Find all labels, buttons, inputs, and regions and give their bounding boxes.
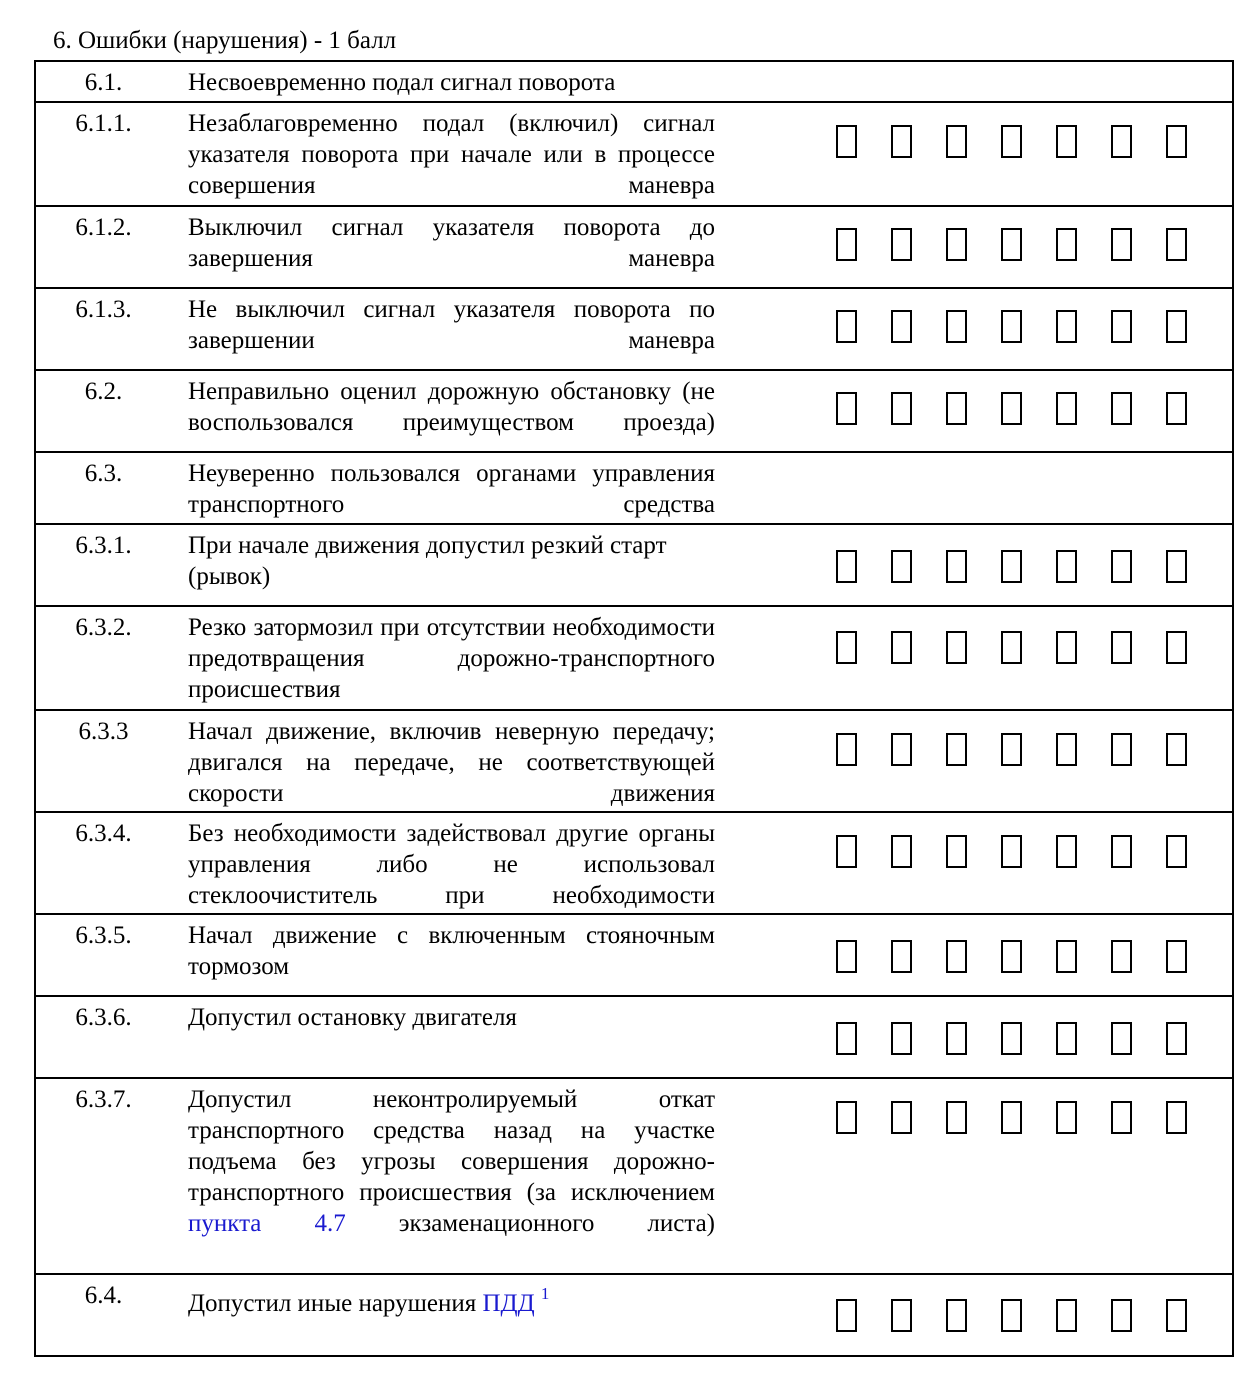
row-number: 6.1. <box>35 61 171 102</box>
mark-box[interactable] <box>946 631 967 664</box>
mark-box[interactable] <box>1056 1101 1077 1134</box>
row-checkboxes <box>751 524 1233 606</box>
link-item-4-7[interactable]: пункта 4.7 <box>188 1210 346 1237</box>
row-number: 6.2. <box>35 370 171 452</box>
mark-box[interactable] <box>1001 1022 1022 1055</box>
table-row <box>35 370 1233 452</box>
row-number: 6.3.4. <box>35 812 171 914</box>
row-description: Начал движение с включенным стояночным тормозом <box>171 914 751 996</box>
row-number: 6.3.2. <box>35 606 171 710</box>
mark-box[interactable] <box>946 835 967 868</box>
row-number: 6.1.2. <box>35 206 171 288</box>
row-description: Допустил неконтролируемый откат транспортного средства назад на участке подъема без угрозы совершения дорожно-транспортного происшествия (за исключением пункта 4.7 экзаменационного листа) <box>171 1078 751 1274</box>
row-checkboxes <box>751 914 1233 996</box>
mark-box[interactable] <box>1166 835 1187 868</box>
mark-box[interactable] <box>1056 392 1077 425</box>
row-number: 6.3.1. <box>35 524 171 606</box>
mark-box[interactable] <box>946 550 967 583</box>
mark-box[interactable] <box>836 392 857 425</box>
mark-box[interactable] <box>1056 310 1077 343</box>
mark-box[interactable] <box>1111 1022 1132 1055</box>
footnote-marker[interactable]: 1 <box>540 1283 550 1303</box>
mark-box[interactable] <box>836 125 857 158</box>
mark-box[interactable] <box>1166 1101 1187 1134</box>
row-number: 6.3.6. <box>35 996 171 1078</box>
mark-box[interactable] <box>1001 550 1022 583</box>
mark-box[interactable] <box>891 392 912 425</box>
row-description: Незаблаговременно подал (включил) сигнал указателя поворота при начале или в процессе совершения маневра <box>171 102 751 206</box>
row-number: 6.3.3 <box>35 710 171 812</box>
mark-box[interactable] <box>1056 835 1077 868</box>
mark-box[interactable] <box>946 310 967 343</box>
table-row <box>35 1078 1233 1274</box>
row-checkboxes <box>751 812 1233 914</box>
mark-box[interactable] <box>1001 1101 1022 1134</box>
mark-box[interactable] <box>891 125 912 158</box>
mark-box[interactable] <box>1056 1022 1077 1055</box>
mark-box[interactable] <box>836 228 857 261</box>
mark-box[interactable] <box>1111 631 1132 664</box>
mark-box[interactable] <box>1166 392 1187 425</box>
table-row <box>35 914 1233 996</box>
mark-box[interactable] <box>1001 631 1022 664</box>
mark-box[interactable] <box>1166 940 1187 973</box>
row-description: Неуверенно пользовался органами управления транспортного средства <box>171 452 751 524</box>
row-description: Не выключил сигнал указателя поворота по завершении маневра <box>171 288 751 370</box>
mark-box[interactable] <box>891 1299 912 1332</box>
mark-box[interactable] <box>946 1101 967 1134</box>
mark-box[interactable] <box>1001 940 1022 973</box>
mark-box[interactable] <box>1111 392 1132 425</box>
mark-box[interactable] <box>1111 1101 1132 1134</box>
row-description: Несвоевременно подал сигнал поворота <box>171 61 751 102</box>
mark-box[interactable] <box>1056 125 1077 158</box>
mark-box[interactable] <box>891 1101 912 1134</box>
row-checkboxes <box>751 370 1233 452</box>
mark-box[interactable] <box>946 733 967 766</box>
mark-box[interactable] <box>891 550 912 583</box>
mark-box[interactable] <box>891 228 912 261</box>
mark-box[interactable] <box>1111 310 1132 343</box>
mark-box[interactable] <box>891 631 912 664</box>
mark-box[interactable] <box>1166 550 1187 583</box>
mark-box[interactable] <box>1056 733 1077 766</box>
mark-box[interactable] <box>1001 228 1022 261</box>
row-description: Допустил остановку двигателя <box>171 996 751 1078</box>
mark-box[interactable] <box>1001 733 1022 766</box>
row-number: 6.4. <box>35 1274 171 1356</box>
mark-box[interactable] <box>1166 228 1187 261</box>
table-row <box>35 206 1233 288</box>
row-description: Начал движение, включив неверную передачу; двигался на передаче, не соответствующей скорости движения <box>171 710 751 812</box>
mark-box[interactable] <box>836 1299 857 1332</box>
row-description: Выключил сигнал указателя поворота до завершения маневра <box>171 206 751 288</box>
row-description: Резко затормозил при отсутствии необходимости предотвращения дорожно-транспортного происшествия <box>171 606 751 710</box>
row-number: 6.1.1. <box>35 102 171 206</box>
table-row <box>35 61 1233 102</box>
mark-box[interactable] <box>836 1101 857 1134</box>
mark-box[interactable] <box>891 835 912 868</box>
mark-box[interactable] <box>1166 631 1187 664</box>
mark-box[interactable] <box>891 940 912 973</box>
table-row <box>35 710 1233 812</box>
row-checkboxes <box>751 288 1233 370</box>
mark-box[interactable] <box>836 733 857 766</box>
row-number: 6.3.5. <box>35 914 171 996</box>
mark-box[interactable] <box>1111 125 1132 158</box>
mark-box[interactable] <box>1166 125 1187 158</box>
mark-box[interactable] <box>891 733 912 766</box>
mark-box[interactable] <box>946 392 967 425</box>
mark-box[interactable] <box>1111 1299 1132 1332</box>
row-checkboxes <box>751 996 1233 1078</box>
row-checkboxes <box>751 206 1233 288</box>
row-checkboxes <box>751 452 1233 524</box>
table-row <box>35 102 1233 206</box>
mark-box[interactable] <box>1166 1022 1187 1055</box>
row-number: 6.1.3. <box>35 288 171 370</box>
mark-box[interactable] <box>836 631 857 664</box>
mark-box[interactable] <box>1056 1299 1077 1332</box>
mark-box[interactable] <box>1111 228 1132 261</box>
mark-box[interactable] <box>1001 1299 1022 1332</box>
mark-box[interactable] <box>1111 940 1132 973</box>
mark-box[interactable] <box>1111 835 1132 868</box>
mark-box[interactable] <box>1001 310 1022 343</box>
row-checkboxes <box>751 1078 1233 1274</box>
mark-box[interactable] <box>1056 940 1077 973</box>
mark-box[interactable] <box>1111 733 1132 766</box>
mark-box[interactable] <box>836 550 857 583</box>
mark-box[interactable] <box>1001 835 1022 868</box>
mark-box[interactable] <box>946 940 967 973</box>
mark-box[interactable] <box>836 835 857 868</box>
row-number: 6.3. <box>35 452 171 524</box>
mark-box[interactable] <box>891 310 912 343</box>
row-checkboxes <box>751 1274 1233 1356</box>
row-checkboxes <box>751 710 1233 812</box>
violations-table <box>34 60 1234 1357</box>
mark-box[interactable] <box>946 1299 967 1332</box>
row-checkboxes <box>751 606 1233 710</box>
row-checkboxes <box>751 61 1233 102</box>
mark-box[interactable] <box>1111 550 1132 583</box>
row-description: Допустил иные нарушения ПДД $^1$ <box>171 1274 751 1356</box>
table-row <box>35 524 1233 606</box>
table-row <box>35 288 1233 370</box>
mark-box[interactable] <box>1166 733 1187 766</box>
mark-box[interactable] <box>836 1022 857 1055</box>
section-title: 6. Ошибки (нарушения) - 1 балл <box>53 27 397 54</box>
mark-box[interactable] <box>946 1022 967 1055</box>
mark-box[interactable] <box>946 125 967 158</box>
mark-box[interactable] <box>1166 310 1187 343</box>
table-row <box>35 606 1233 710</box>
table-row <box>35 812 1233 914</box>
row-description: При начале движения допустил резкий старт (рывок) <box>171 524 751 606</box>
mark-box[interactable] <box>836 310 857 343</box>
table-row <box>35 1274 1233 1356</box>
mark-box[interactable] <box>1001 125 1022 158</box>
mark-box[interactable] <box>1056 228 1077 261</box>
link-pdd[interactable]: ПДД <box>482 1290 535 1317</box>
row-description: Без необходимости задействовал другие органы управления либо не использовал стеклоочиститель при необходимости <box>171 812 751 914</box>
mark-box[interactable] <box>1056 631 1077 664</box>
mark-box[interactable] <box>1166 1299 1187 1332</box>
mark-box[interactable] <box>1001 392 1022 425</box>
mark-box[interactable] <box>1056 550 1077 583</box>
mark-box[interactable] <box>891 1022 912 1055</box>
row-checkboxes <box>751 102 1233 206</box>
row-description: Неправильно оценил дорожную обстановку (не воспользовался преимуществом проезда) <box>171 370 751 452</box>
table-row <box>35 452 1233 524</box>
mark-box[interactable] <box>836 940 857 973</box>
mark-box[interactable] <box>946 228 967 261</box>
table-row <box>35 996 1233 1078</box>
row-number: 6.3.7. <box>35 1078 171 1274</box>
